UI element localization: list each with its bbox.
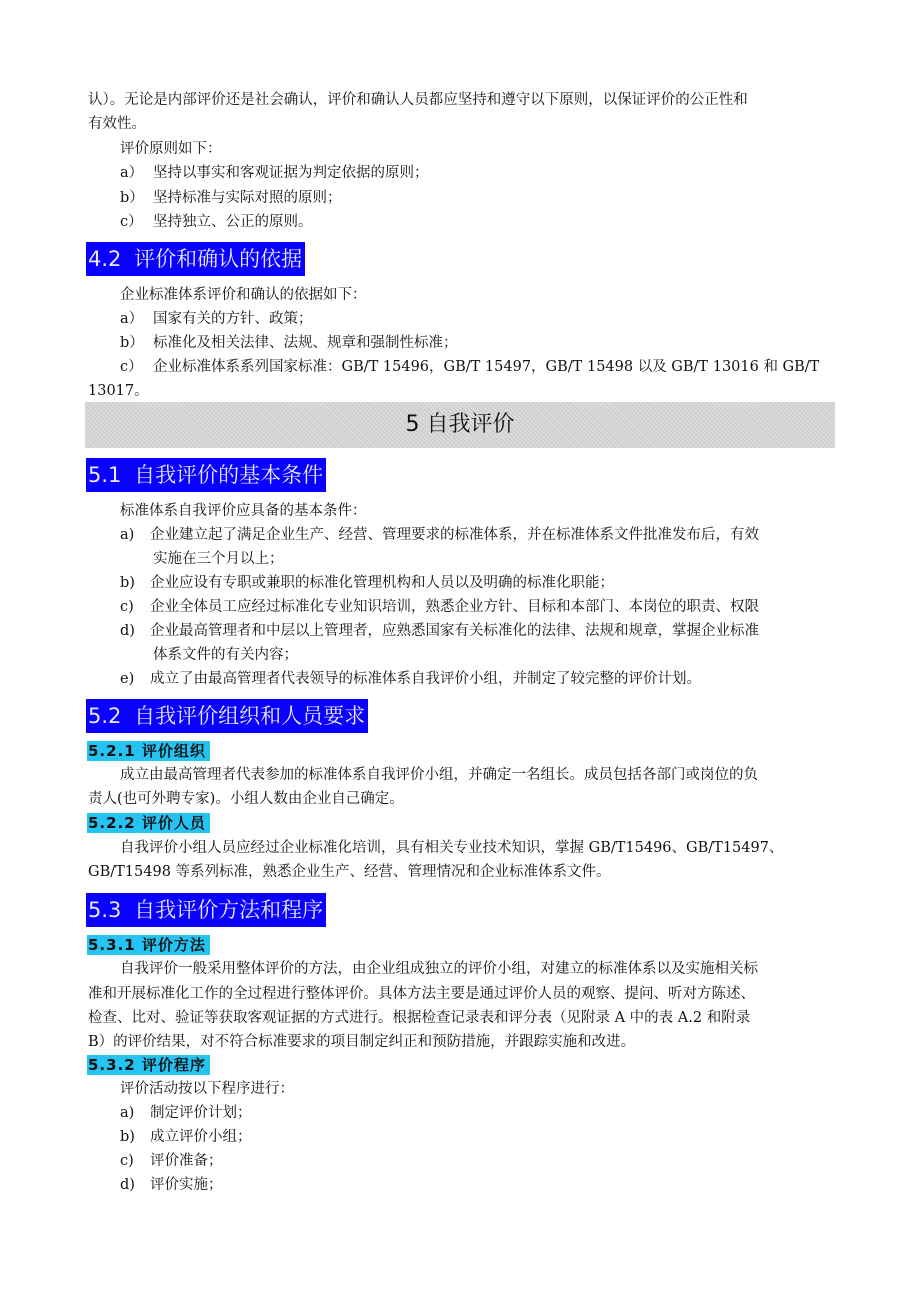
paragraph-line: 有效性。 xyxy=(88,116,146,132)
list-marker: a） xyxy=(120,165,144,181)
paragraph-line: 自我评价一般采用整体评价的方法，由企业组成独立的评价小组，对建立的标准体系以及实施相关标 xyxy=(120,961,758,977)
list-marker: c） xyxy=(120,214,143,230)
list-item: 评价准备； xyxy=(150,1153,223,1169)
list-item: 评价实施； xyxy=(150,1177,223,1193)
list-item: 国家有关的方针、政策； xyxy=(153,311,313,327)
paragraph-line: 准和开展标准化工作的全过程进行整体评价。具体方法主要是通过评价人员的观察、提问、听对方陈述、 xyxy=(88,986,755,1002)
section-heading-4-2: 4.2 评价和确认的依据 xyxy=(86,242,305,276)
paragraph-line: 成立由最高管理者代表参加的标准体系自我评价小组，并确定一名组长。成员包括各部门或岗位的负 xyxy=(120,767,758,783)
list-item: 坚持标准与实际对照的原则； xyxy=(153,190,342,206)
section-intro: 标准体系自我评价应具备的基本条件： xyxy=(120,503,367,519)
paragraph-line: 检查、比对、验证等获取客观证据的方式进行。根据检查记录表和评分表（见附录 A 中的表 A.2 和附录 xyxy=(88,1010,751,1026)
list-marker: a） xyxy=(120,311,144,327)
list-item: 企业标准体系系列国家标准：GB/T 15496，GB/T 15497，GB/T 15498 以及 GB/T 13016 和 GB/T xyxy=(153,359,820,375)
list-item: 成立评价小组； xyxy=(150,1129,252,1145)
list-item: 企业建立起了满足企业生产、经营、管理要求的标准体系，并在标准体系文件批准发布后，有效 xyxy=(150,527,759,543)
paragraph-line: GB/T15498 等系列标准，熟悉企业生产、经营、管理情况和企业标准体系文件。 xyxy=(88,864,611,880)
list-marker: b) xyxy=(120,1129,135,1145)
list-marker: a) xyxy=(120,527,135,543)
paragraph-line: 自我评价小组人员应经过企业标准化培训，具有相关专业技术知识，掌握 GB/T15496、GB/T15497、 xyxy=(120,840,784,856)
list-item-continuation: 13017。 xyxy=(88,383,149,399)
list-marker: d) xyxy=(120,623,135,639)
list-marker: a) xyxy=(120,1105,135,1121)
list-marker: b） xyxy=(120,190,144,206)
list-item: 标准化及相关法律、法规、规章和强制性标准； xyxy=(153,335,458,351)
principles-intro: 评价原则如下： xyxy=(120,141,222,157)
list-marker: d) xyxy=(120,1177,135,1193)
list-marker: c) xyxy=(120,1153,134,1169)
list-item: 企业应设有专职或兼职的标准化管理机构和人员以及明确的标准化职能； xyxy=(150,575,614,591)
subsection-heading-5-2-2: 5.2.2 评价人员 xyxy=(87,813,210,833)
paragraph-line: 认）。无论是内部评价还是社会确认，评价和确认人员都应坚持和遵守以下原则，以保证评价的公正性和 xyxy=(88,92,748,108)
list-marker: e) xyxy=(120,671,135,687)
section-heading-5-3: 5.3 自我评价方法和程序 xyxy=(86,893,326,927)
subsection-heading-5-3-2: 5.3.2 评价程序 xyxy=(87,1055,210,1075)
list-marker: b） xyxy=(120,335,144,351)
section-heading-5-2: 5.2 自我评价组织和人员要求 xyxy=(86,699,368,733)
list-item: 企业全体员工应经过标准化专业知识培训，熟悉企业方针、目标和本部门、本岗位的职责、权限 xyxy=(150,599,759,615)
list-item: 企业最高管理者和中层以上管理者，应熟悉国家有关标准化的法律、法规和规章，掌握企业标准 xyxy=(150,623,759,639)
list-marker: b) xyxy=(120,575,135,591)
paragraph-line: 责人(也可外聘专家)。小组人数由企业自己确定。 xyxy=(88,791,404,807)
list-item: 成立了由最高管理者代表领导的标准体系自我评价小组，并制定了较完整的评价计划。 xyxy=(150,671,701,687)
section-intro: 评价活动按以下程序进行： xyxy=(120,1081,294,1097)
paragraph-line: B）的评价结果，对不符合标准要求的项目制定纠正和预防措施，并跟踪实施和改进。 xyxy=(88,1034,636,1050)
subsection-heading-5-2-1: 5.2.1 评价组织 xyxy=(87,741,210,761)
chapter-heading: 5 自我评价 xyxy=(85,402,835,448)
list-marker: c) xyxy=(120,599,134,615)
list-item: 制定评价计划； xyxy=(150,1105,252,1121)
list-item-continuation: 实施在三个月以上； xyxy=(153,551,284,567)
list-marker: c） xyxy=(120,359,143,375)
list-item-continuation: 体系文件的有关内容； xyxy=(153,647,298,663)
subsection-heading-5-3-1: 5.3.1 评价方法 xyxy=(87,935,210,955)
section-heading-5-1: 5.1 自我评价的基本条件 xyxy=(86,458,326,492)
list-item: 坚持独立、公正的原则。 xyxy=(153,214,313,230)
section-intro: 企业标准体系评价和确认的依据如下： xyxy=(120,287,367,303)
list-item: 坚持以事实和客观证据为判定依据的原则； xyxy=(153,165,429,181)
